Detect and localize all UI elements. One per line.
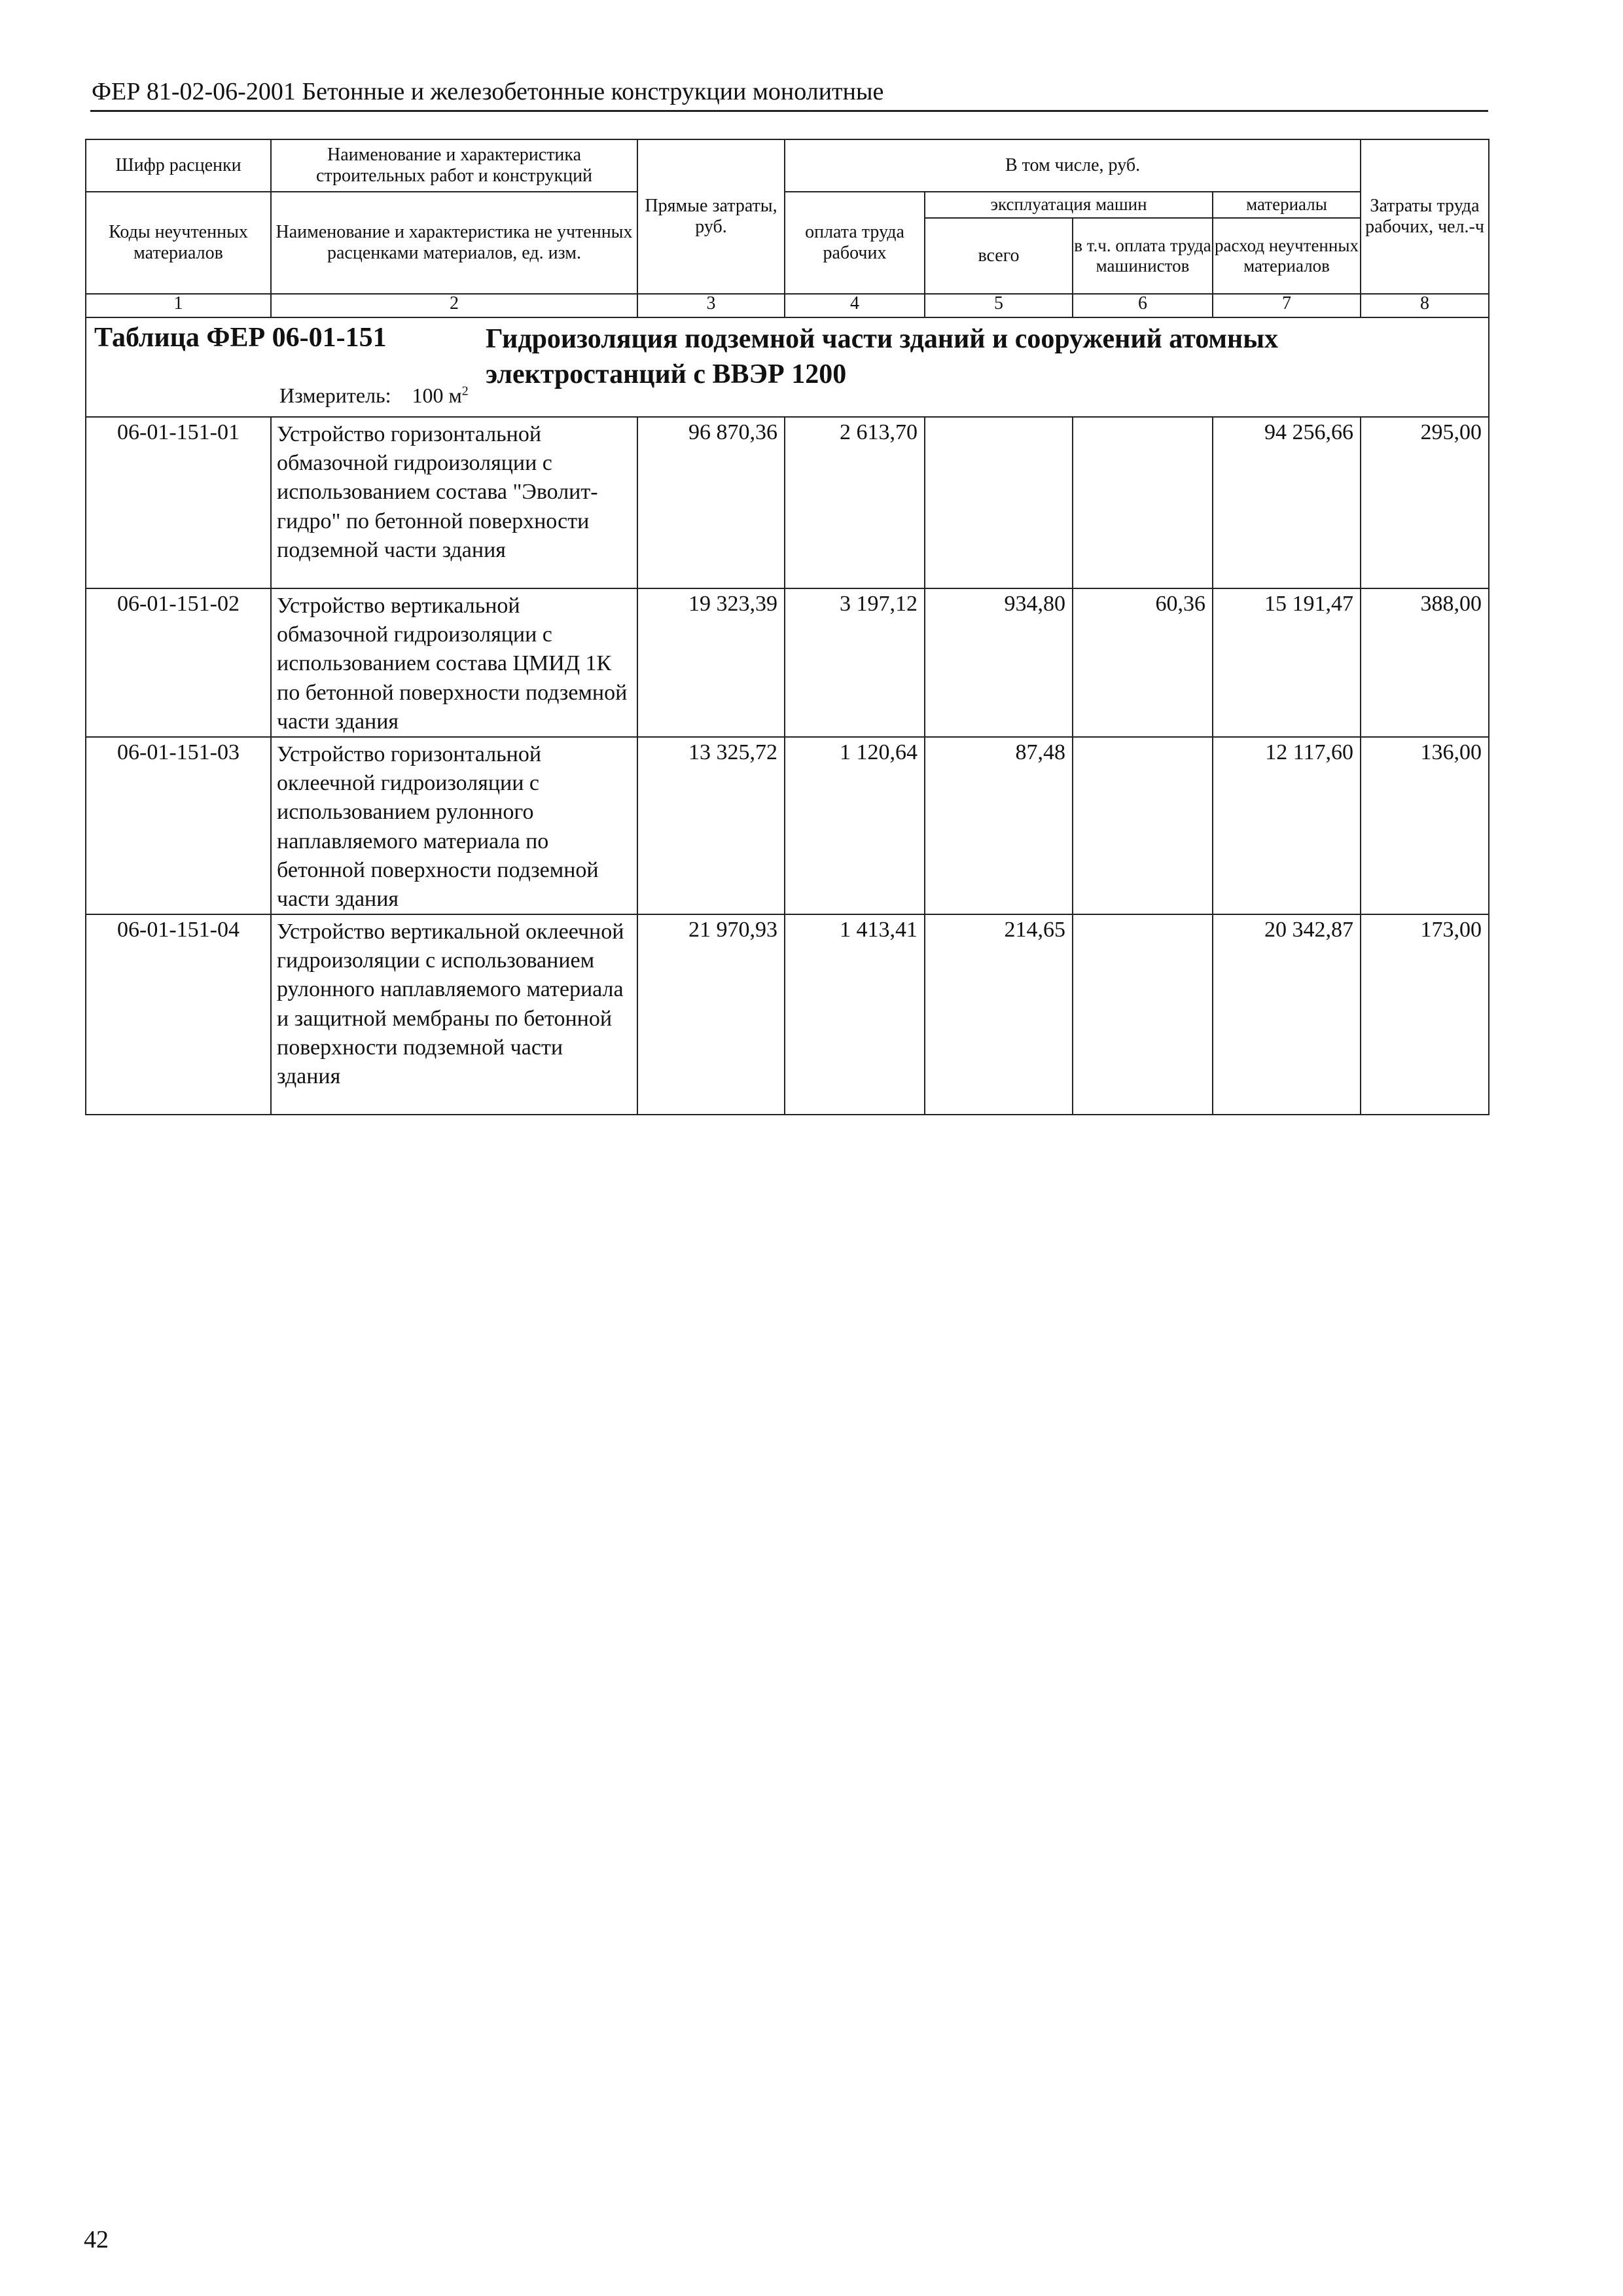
labor-pay: 1 120,64 bbox=[785, 737, 925, 914]
materials-header: материалы bbox=[1213, 192, 1361, 218]
machines-total: 214,65 bbox=[925, 914, 1073, 1115]
table-title-block bbox=[86, 317, 1489, 417]
labor-pay: 1 413,41 bbox=[785, 914, 925, 1115]
col8-header: Затраты труда рабочих, чел.-ч bbox=[1361, 139, 1489, 294]
col1-header-top: Шифр расценки bbox=[86, 139, 271, 192]
labor-hours: 136,00 bbox=[1361, 737, 1489, 914]
column-number: 5 bbox=[925, 294, 1073, 317]
machines-header: эксплуатация машин bbox=[925, 192, 1213, 218]
included-header: В том числе, руб. bbox=[785, 139, 1361, 192]
column-number: 2 bbox=[271, 294, 637, 317]
labor-pay: 2 613,70 bbox=[785, 417, 925, 588]
machinist-pay bbox=[1073, 737, 1213, 914]
direct-costs: 96 870,36 bbox=[637, 417, 785, 588]
column-number: 8 bbox=[1361, 294, 1489, 317]
machinist-pay bbox=[1073, 914, 1213, 1115]
direct-costs: 13 325,72 bbox=[637, 737, 785, 914]
column-number: 6 bbox=[1073, 294, 1213, 317]
rate-code: 06-01-151-04 bbox=[86, 914, 271, 1115]
table-meter bbox=[279, 384, 469, 408]
column-number: 1 bbox=[86, 294, 271, 317]
machines-total: 87,48 bbox=[925, 737, 1073, 914]
work-description: Устройство горизонтальной оклеечной гидроизоляции с использованием рулонного наплавляемого материала по бетонной поверхности подземной части здания bbox=[271, 737, 637, 914]
work-description: Устройство вертикальной обмазочной гидроизоляции с использованием состава ЦМИД 1К по бетонной поверхности подземной части здания bbox=[271, 588, 637, 737]
table-name: Гидроизоляция подземной части зданий и сооружений атомных электростанций с ВВЭР 1200 bbox=[486, 324, 1279, 389]
col6-header: в т.ч. оплата труда машинистов bbox=[1073, 218, 1213, 294]
machines-total bbox=[925, 417, 1073, 588]
col5-header: всего bbox=[925, 218, 1073, 294]
meter-label: Измеритель: bbox=[279, 384, 391, 407]
page-number: 42 bbox=[84, 2226, 109, 2253]
labor-hours: 295,00 bbox=[1361, 417, 1489, 588]
materials-cost: 15 191,47 bbox=[1213, 588, 1361, 737]
rate-code: 06-01-151-03 bbox=[86, 737, 271, 914]
direct-costs: 19 323,39 bbox=[637, 588, 785, 737]
materials-cost: 12 117,60 bbox=[1213, 737, 1361, 914]
header-rule bbox=[90, 110, 1488, 112]
direct-costs: 21 970,93 bbox=[637, 914, 785, 1115]
rate-code: 06-01-151-01 bbox=[86, 417, 271, 588]
meter-value: 100 м bbox=[412, 384, 462, 407]
labor-pay: 3 197,12 bbox=[785, 588, 925, 737]
machinist-pay: 60,36 bbox=[1073, 588, 1213, 737]
table-row bbox=[86, 737, 1489, 914]
labor-hours: 173,00 bbox=[1361, 914, 1489, 1115]
rate-code: 06-01-151-02 bbox=[86, 588, 271, 737]
rates-table bbox=[85, 139, 1489, 1115]
col4-header: оплата труда рабочих bbox=[785, 192, 925, 294]
work-description: Устройство горизонтальной обмазочной гидроизоляции с использованием состава "Эволит-гидро" по бетонной поверхности подземной части здания bbox=[271, 417, 637, 588]
col3-header: Прямые затраты, руб. bbox=[637, 139, 785, 294]
materials-cost: 20 342,87 bbox=[1213, 914, 1361, 1115]
col2-header-top: Наименование и характеристика строительных работ и конструкций bbox=[271, 139, 637, 192]
col1-header-bottom: Коды неучтенных материалов bbox=[86, 192, 271, 294]
table-row bbox=[86, 417, 1489, 588]
table-row bbox=[86, 588, 1489, 737]
machines-total: 934,80 bbox=[925, 588, 1073, 737]
materials-cost: 94 256,66 bbox=[1213, 417, 1361, 588]
col7-header: расход неучтенных материалов bbox=[1213, 218, 1361, 294]
machinist-pay bbox=[1073, 417, 1213, 588]
column-number: 4 bbox=[785, 294, 925, 317]
column-number: 7 bbox=[1213, 294, 1361, 317]
col2-header-bottom: Наименование и характеристика не учтенных расценками материалов, ед. изм. bbox=[271, 192, 637, 294]
column-number: 3 bbox=[637, 294, 785, 317]
column-numbers-row bbox=[86, 294, 1489, 317]
table-row bbox=[86, 914, 1489, 1115]
meter-exponent: 2 bbox=[461, 384, 469, 399]
table-number: Таблица ФЕР 06-01-151 bbox=[94, 323, 387, 353]
labor-hours: 388,00 bbox=[1361, 588, 1489, 737]
document-header: ФЕР 81-02-06-2001 Бетонные и железобетонные конструкции монолитные bbox=[92, 78, 884, 105]
work-description: Устройство вертикальной оклеечной гидроизоляции с использованием рулонного наплавляемого материала и защитной мембраны по бетонной поверхности подземной части здания bbox=[271, 914, 637, 1115]
